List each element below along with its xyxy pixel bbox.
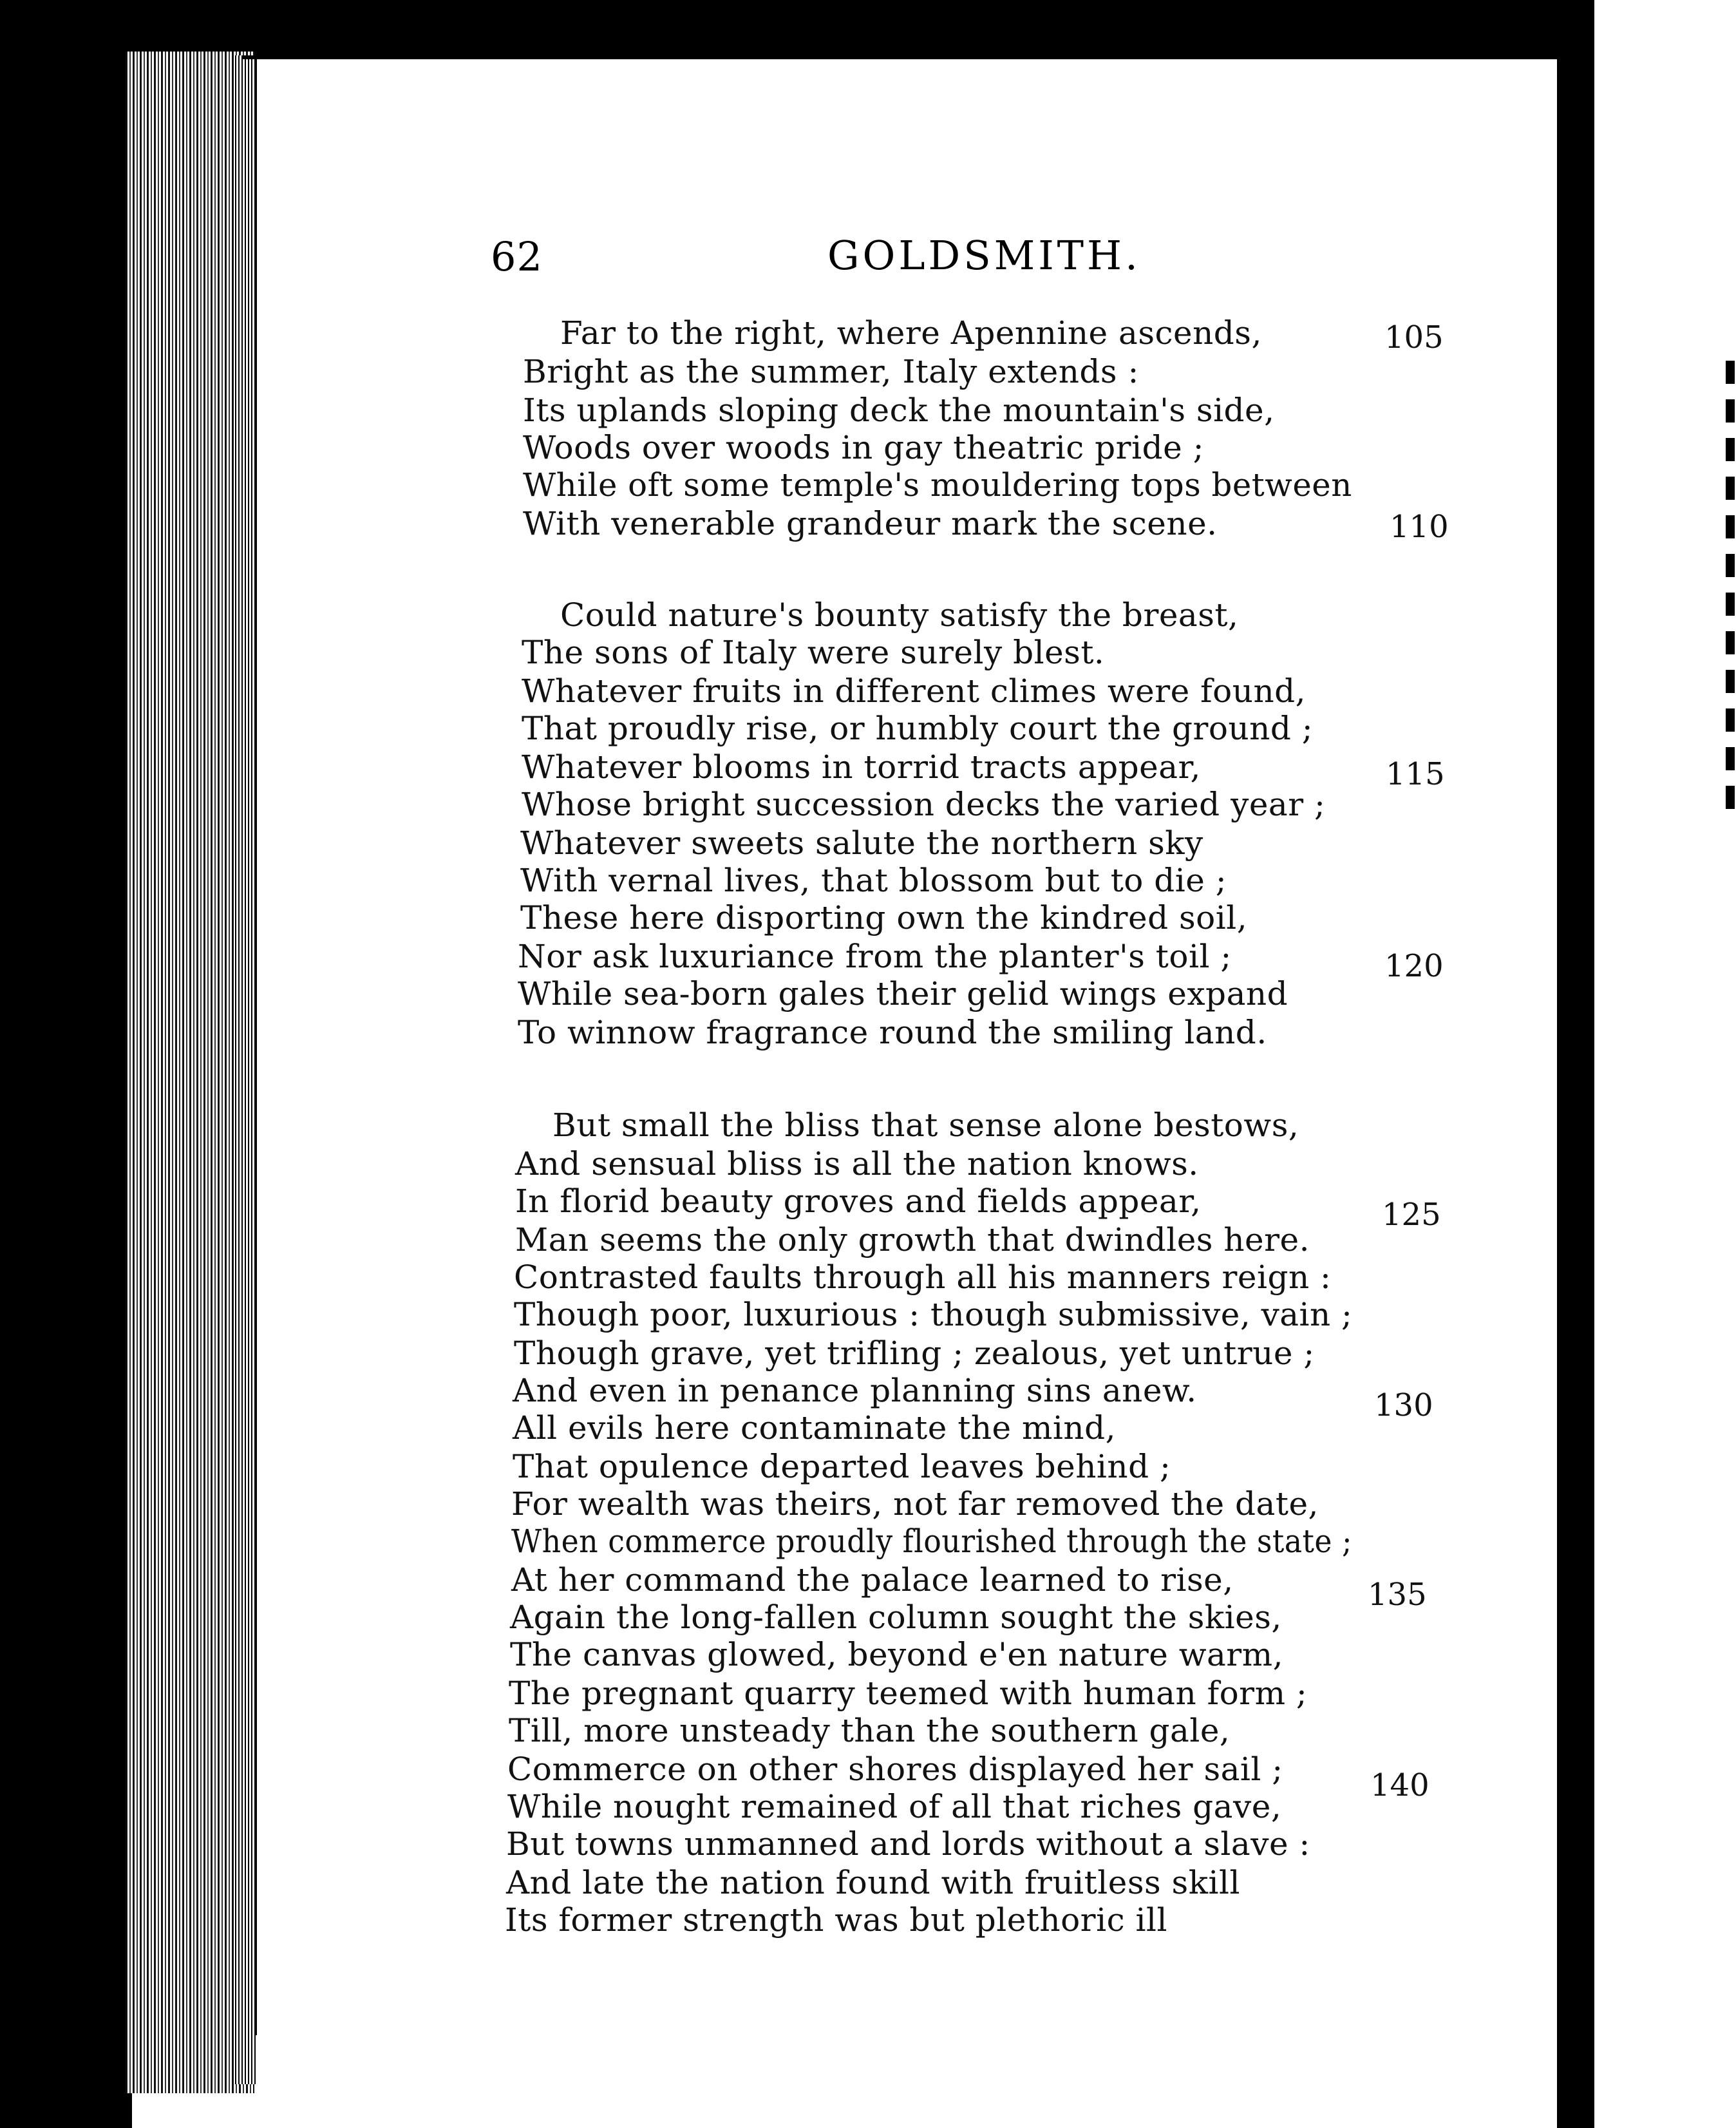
book-gutter <box>1557 0 1594 2128</box>
verse-line: These here disporting own the kindred soil, <box>520 899 1248 936</box>
line-number: 120 <box>1384 948 1444 984</box>
facing-page-edge <box>1590 71 1593 2128</box>
line-number: 140 <box>1370 1767 1429 1803</box>
verse-line: Though grave, yet trifling ; zealous, yet untrue ; <box>514 1335 1315 1372</box>
verse-line: Whatever blooms in torrid tracts appear, <box>522 748 1201 786</box>
verse-line: Far to the right, where Apennine ascends, <box>560 314 1262 352</box>
verse-line: And sensual bliss is all the nation knows. <box>515 1145 1199 1183</box>
scan-background-top <box>0 0 1736 55</box>
verse-line: And late the nation found with fruitless skill <box>506 1864 1240 1901</box>
verse-line: Its uplands sloping deck the mountain's side, <box>523 392 1275 429</box>
line-number: 115 <box>1386 756 1445 792</box>
verse-line: With vernal lives, that blossom but to die ; <box>520 862 1227 899</box>
verse-line: But towns unmanned and lords without a slave : <box>506 1825 1310 1863</box>
verse-line: All evils here contaminate the mind, <box>513 1409 1117 1447</box>
facing-page <box>1594 0 1736 2128</box>
verse-line: And even in penance planning sins anew. <box>513 1372 1197 1409</box>
verse-line: Whose bright succession decks the varied year ; <box>522 786 1326 823</box>
line-number: 135 <box>1368 1577 1427 1613</box>
verse-line: Nor ask luxuriance from the planter's toil ; <box>518 938 1232 975</box>
verse-line: The sons of Italy were surely blest. <box>522 634 1105 671</box>
verse-line: With venerable grandeur mark the scene. <box>523 505 1218 542</box>
verse-line: Contrasted faults through all his manners reign : <box>514 1259 1332 1296</box>
verse-line: Woods over woods in gay theatric pride ; <box>523 429 1204 466</box>
verse-line: But small the bliss that sense alone bestows, <box>552 1107 1299 1144</box>
verse-line: That proudly rise, or humbly court the ground ; <box>522 710 1314 747</box>
verse-line: Could nature's bounty satisfy the breast, <box>560 596 1239 634</box>
verse-line: To winnow fragrance round the smiling land. <box>518 1014 1267 1051</box>
scan-background-left <box>0 0 132 2128</box>
verse-line: Whatever fruits in different climes were found, <box>522 672 1307 710</box>
verse-line: Whatever sweets salute the northern sky <box>520 824 1203 862</box>
verse-line: At her command the palace learned to rise, <box>511 1561 1234 1599</box>
verse-line: Commerce on other shores displayed her sail ; <box>507 1751 1283 1788</box>
page-number: 62 <box>491 233 543 280</box>
verse-line: When commerce proudly flourished through the state ; <box>511 1523 1352 1560</box>
line-number: 125 <box>1382 1197 1441 1233</box>
line-number: 105 <box>1384 319 1444 356</box>
running-title: GOLDSMITH. <box>827 232 1141 279</box>
verse-line: In florid beauty groves and fields appear, <box>515 1183 1202 1220</box>
verse-line: While oft some temple's mouldering tops between <box>523 466 1352 504</box>
verse-line: Its former strength was but plethoric ill <box>505 1901 1167 1939</box>
verse-line: Bright as the summer, Italy extends : <box>523 353 1139 390</box>
verse-line: While nought remained of all that riches gave, <box>507 1788 1282 1825</box>
verse-line: The pregnant quarry teemed with human form ; <box>509 1675 1308 1712</box>
facing-page-text-fragments <box>1726 361 1736 850</box>
verse-line: Till, more unsteady than the southern gale, <box>509 1712 1231 1749</box>
book-page-stack <box>235 55 257 2084</box>
verse-line: The canvas glowed, beyond e'en nature warm, <box>510 1636 1284 1673</box>
verse-line: Though poor, luxurious : though submissive, vain ; <box>514 1296 1353 1333</box>
verse-line: While sea-born gales their gelid wings expand <box>518 975 1288 1012</box>
verse-line: That opulence departed leaves behind ; <box>513 1448 1171 1485</box>
verse-line: Man seems the only growth that dwindles here. <box>515 1221 1310 1259</box>
line-number: 130 <box>1374 1387 1433 1423</box>
verse-line: Again the long-fallen column sought the skies, <box>510 1599 1282 1636</box>
verse-line: For wealth was theirs, not far removed the date, <box>511 1485 1319 1523</box>
line-number: 110 <box>1390 509 1449 545</box>
